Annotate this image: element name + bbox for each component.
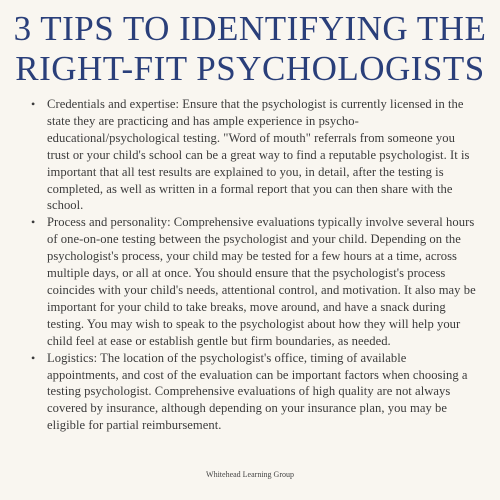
tip-text: Process and personality: Comprehensive evaluations typically involve several hours of one-on-one testing between the psychologist and your child. Depending on the psychologist's process, your child may be tested for a few hours at a time, across multiple days, or all at once. You should ensure that the psychologist's process coincides with your child's needs, attentional control, and motivation. It also may be important for your child to take breaks, move around, and have a snack during testing. You may wish to speak to the psychologist about how they will help your child feel at ease or establish gentle but firm boundaries, as needed. [47, 215, 476, 348]
title-line-2: RIGHT-FIT PSYCHOLOGISTS [15, 49, 485, 88]
bullet-icon: • [31, 350, 36, 365]
title-line-1: 3 TIPS TO IDENTIFYING THE [13, 9, 487, 48]
tip-text: Logistics: The location of the psychologist's office, timing of available appointments, and cost of the evaluation can be important factors when choosing a testing psychologist. Comprehensive evaluations of high quality are not always covered by insurance, although depending on your insurance plan, you may be eligible for partial reimbursement. [47, 350, 468, 433]
tip-logistics [28, 350, 480, 435]
tip-process [28, 214, 480, 349]
tip-credentials [28, 96, 480, 214]
bullet-icon: • [31, 97, 36, 111]
tips-list [28, 96, 480, 434]
footer-credit: Whitehead Learning Group [206, 470, 294, 479]
tip-text: Credentials and expertise: Ensure that the psychologist is currently licensed in the state they are practicing and has ample experience in psycho-educational/psychological testing. "Word of mouth" referrals from someone you trust or your child's school can be a great way to find a reputable psychologist. It is important that all test results are explained to you, in detail, after the testing is completed, as well as written in a formal report that you can then share with the school. [47, 97, 470, 213]
bullet-icon: • [31, 215, 36, 230]
